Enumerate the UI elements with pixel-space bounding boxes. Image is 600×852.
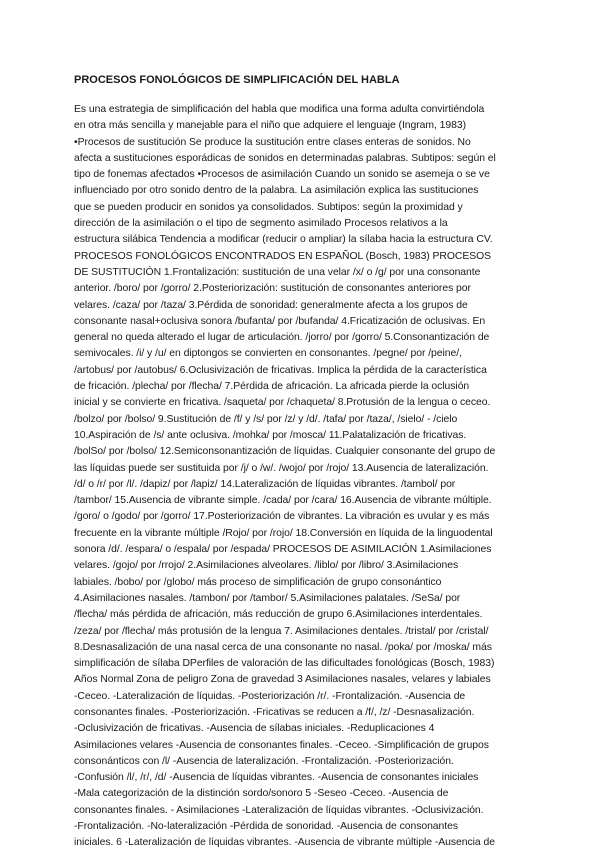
text-line: 8.Desnasalización de una nasal cerca de una consonante no nasal. /poka/ por /moska/ más [74,641,492,653]
text-line: /d/ o /r/ por /l/. /dapiz/ por /lapiz/ 14.Lateralización de líquidas vibrantes. /tambol/ por [74,478,456,490]
text-line: 4.Asimilaciones nasales. /tambon/ por /tambor/ 5.Asimilaciones palatales. /SeSa/ por [74,592,461,604]
text-line: DE SUSTITUCIÓN 1.Frontalización: sustitución de una velar /x/ o /g/ por una consonante [74,266,481,278]
text-line: /flecha/ más pérdida de africación, más reducción de grupo 6.Asimilaciones interdentales. [74,609,483,621]
text-line: consonante nasal+oclusiva sonora /bufanta/ por /bufanda/ 4.Fricatización de oclusivas. En [74,315,486,327]
text-line: -Mala categorización de la distinción sordo/sonoro 5 -Seseo -Ceceo. -Ausencia de [74,788,449,800]
text-line: consonánticos con /l/ -Ausencia de lateralización. -Frontalización. -Posteriorización. [74,755,454,767]
text-line: dirección de la asimilación o el tipo de segmento asimilado Procesos relativos a la [74,218,448,230]
text-line: •Procesos de sustitución Se produce la sustitución entre clases enteras de sonidos. No [74,136,471,148]
text-line: -Frontalización. -No-lateralización -Pérdida de sonoridad. -Ausencia de consonantes [74,821,458,833]
text-line: frecuente en la vibrante múltiple /Rojo/ por /rojo/ 18.Conversión en líquida de la linguodental [74,527,493,539]
text-line: inicial y se convierte en fricativa. /saqueta/ por /chaqueta/ 8.Protusión de la lengua o ceceo. [74,397,491,409]
text-line: -Ceceo. -Lateralización de líquidas. -Posteriorización /r/. -Frontalización. -Ausencia de [74,690,466,702]
text-line: Años Normal Zona de peligro Zona de gravedad 3 Asimilaciones nasales, velares y labiales [74,674,491,686]
text-line: labiales. /bobo/ por /globo/ más proceso de simplificación de grupo consonántico [74,576,442,588]
text-line: anterior. /boro/ por /gorro/ 2.Posteriorización: sustitución de consonantes anteriores por [74,283,471,295]
text-line: /goro/ o /godo/ por /gorro/ 17.Posteriorización de vibrantes. La vibración es uvular y es más [74,511,490,523]
text-line: sonora /d/. /espara/ o /espala/ por /espada/ PROCESOS DE ASIMILACIÓN 1.Asimilaciones [74,544,492,556]
text-line: 10.Aspiración de /s/ ante oclusiva. /mohka/ por /mosca/ 11.Palatalización de fricativas. [74,429,467,441]
text-line: velares. /caza/ por /taza/ 3.Pérdida de sonoridad: generalmente afecta a los grupos de [74,299,468,311]
text-line: Asimilaciones velares -Ausencia de consonantes finales. -Ceceo. -Simplificación de grupos [74,739,489,751]
text-line: /bolzo/ por /bolso/ 9.Sustitución de /f/ y /s/ por /z/ y /d/. /tafa/ por /taza/, /sielo/ - /cielo [74,413,458,425]
text-line: /bolSo/ por /bolso/ 12.Semiconsonantización de líquidas. Cualquier consonante del grupo de [74,446,496,458]
text-line: consonantes finales. -Posteriorización. -Fricativas se reducen a /f/, /z/ -Desnasalización. [74,706,475,718]
text-line: simplificación de sílaba DPerfiles de valoración de las dificultades fonológicas (Bosch, 1983) [74,658,495,670]
text-line: Es una estrategia de simplificación del habla que modifica una forma adulta convirtiéndola [74,104,485,115]
text-line: -Confusión /l/, /r/, /d/ -Ausencia de líquidas vibrantes. -Ausencia de consonantes iniciales [74,772,479,784]
text-line: -Oclusivización de fricativas. -Ausencia de sílabas iniciales. -Reduplicaciones 4 [74,723,435,735]
text-line: en otra más sencilla y manejable para el niño que adquiere el lenguaje (Ingram, 1983) [74,120,466,132]
document-body [74,102,534,852]
text-line: afecta a sustituciones esporádicas de sonidos en determinadas palabras. Subtipos: según el [74,152,496,164]
text-line: las líquidas puede ser sustituida por /j/ o /w/. /wojo/ por /rojo/ 13.Ausencia de lateralización. [74,462,489,474]
text-line: /tambor/ 15.Ausencia de vibrante simple. /cada/ por /cara/ 16.Ausencia de vibrante múltiple. [74,495,492,507]
document-title: PROCESOS FONOLÓGICOS DE SIMPLIFICACIÓN DEL HABLA [74,74,400,86]
text-line: consonantes finales. - Asimilaciones -Lateralización de líquidas vibrantes. -Oclusivización. [74,804,484,816]
text-line: estructura silábica Tendencia a modificar (reducir o ampliar) la sílaba hacia la estructura CV. [74,234,493,246]
text-line: de fricación. /plecha/ por /flecha/ 7.Pérdida de africación. La africada pierde la oclusión [74,381,470,393]
text-line: tipo de fonemas afectados •Procesos de asimilación Cuando un sonido se asemeja o se ve [74,169,490,181]
text-line: PROCESOS FONOLÓGICOS ENCONTRADOS EN ESPAÑOL (Bosch, 1983) PROCESOS [74,250,492,262]
text-line: velares. /gojo/ por /rrojo/ 2.Asimilaciones alveolares. /liblo/ por /libro/ 3.Asimilaciones [74,560,459,572]
text-line: general no queda alterado el lugar de articulación. /jorro/ por /gorro/ 5.Consonantización de [74,332,490,344]
text-line: iniciales. 6 -Lateralización de líquidas vibrantes. -Ausencia de vibrante múltiple -Ausencia de [74,837,495,849]
text-line: /zeza/ por /flecha/ más protusión de la lengua 7. Asimilaciones dentales. /tristal/ por /cristal/ [74,625,489,637]
text-line: influenciado por otro sonido dentro de la palabra. La asimilación explica las sustituciones [74,185,479,197]
text-line: semivocales. /i/ y /u/ en diptongos se convierten en consonantes. /pegne/ por /peine/, [74,348,462,360]
text-line: /artobus/ por /autobus/ 6.Oclusivización de fricativas. Implica la pérdida de la característica [74,364,487,376]
text-line: que se pueden producir en sonidos ya consolidados. Subtipos: según la proximidad y [74,201,463,213]
